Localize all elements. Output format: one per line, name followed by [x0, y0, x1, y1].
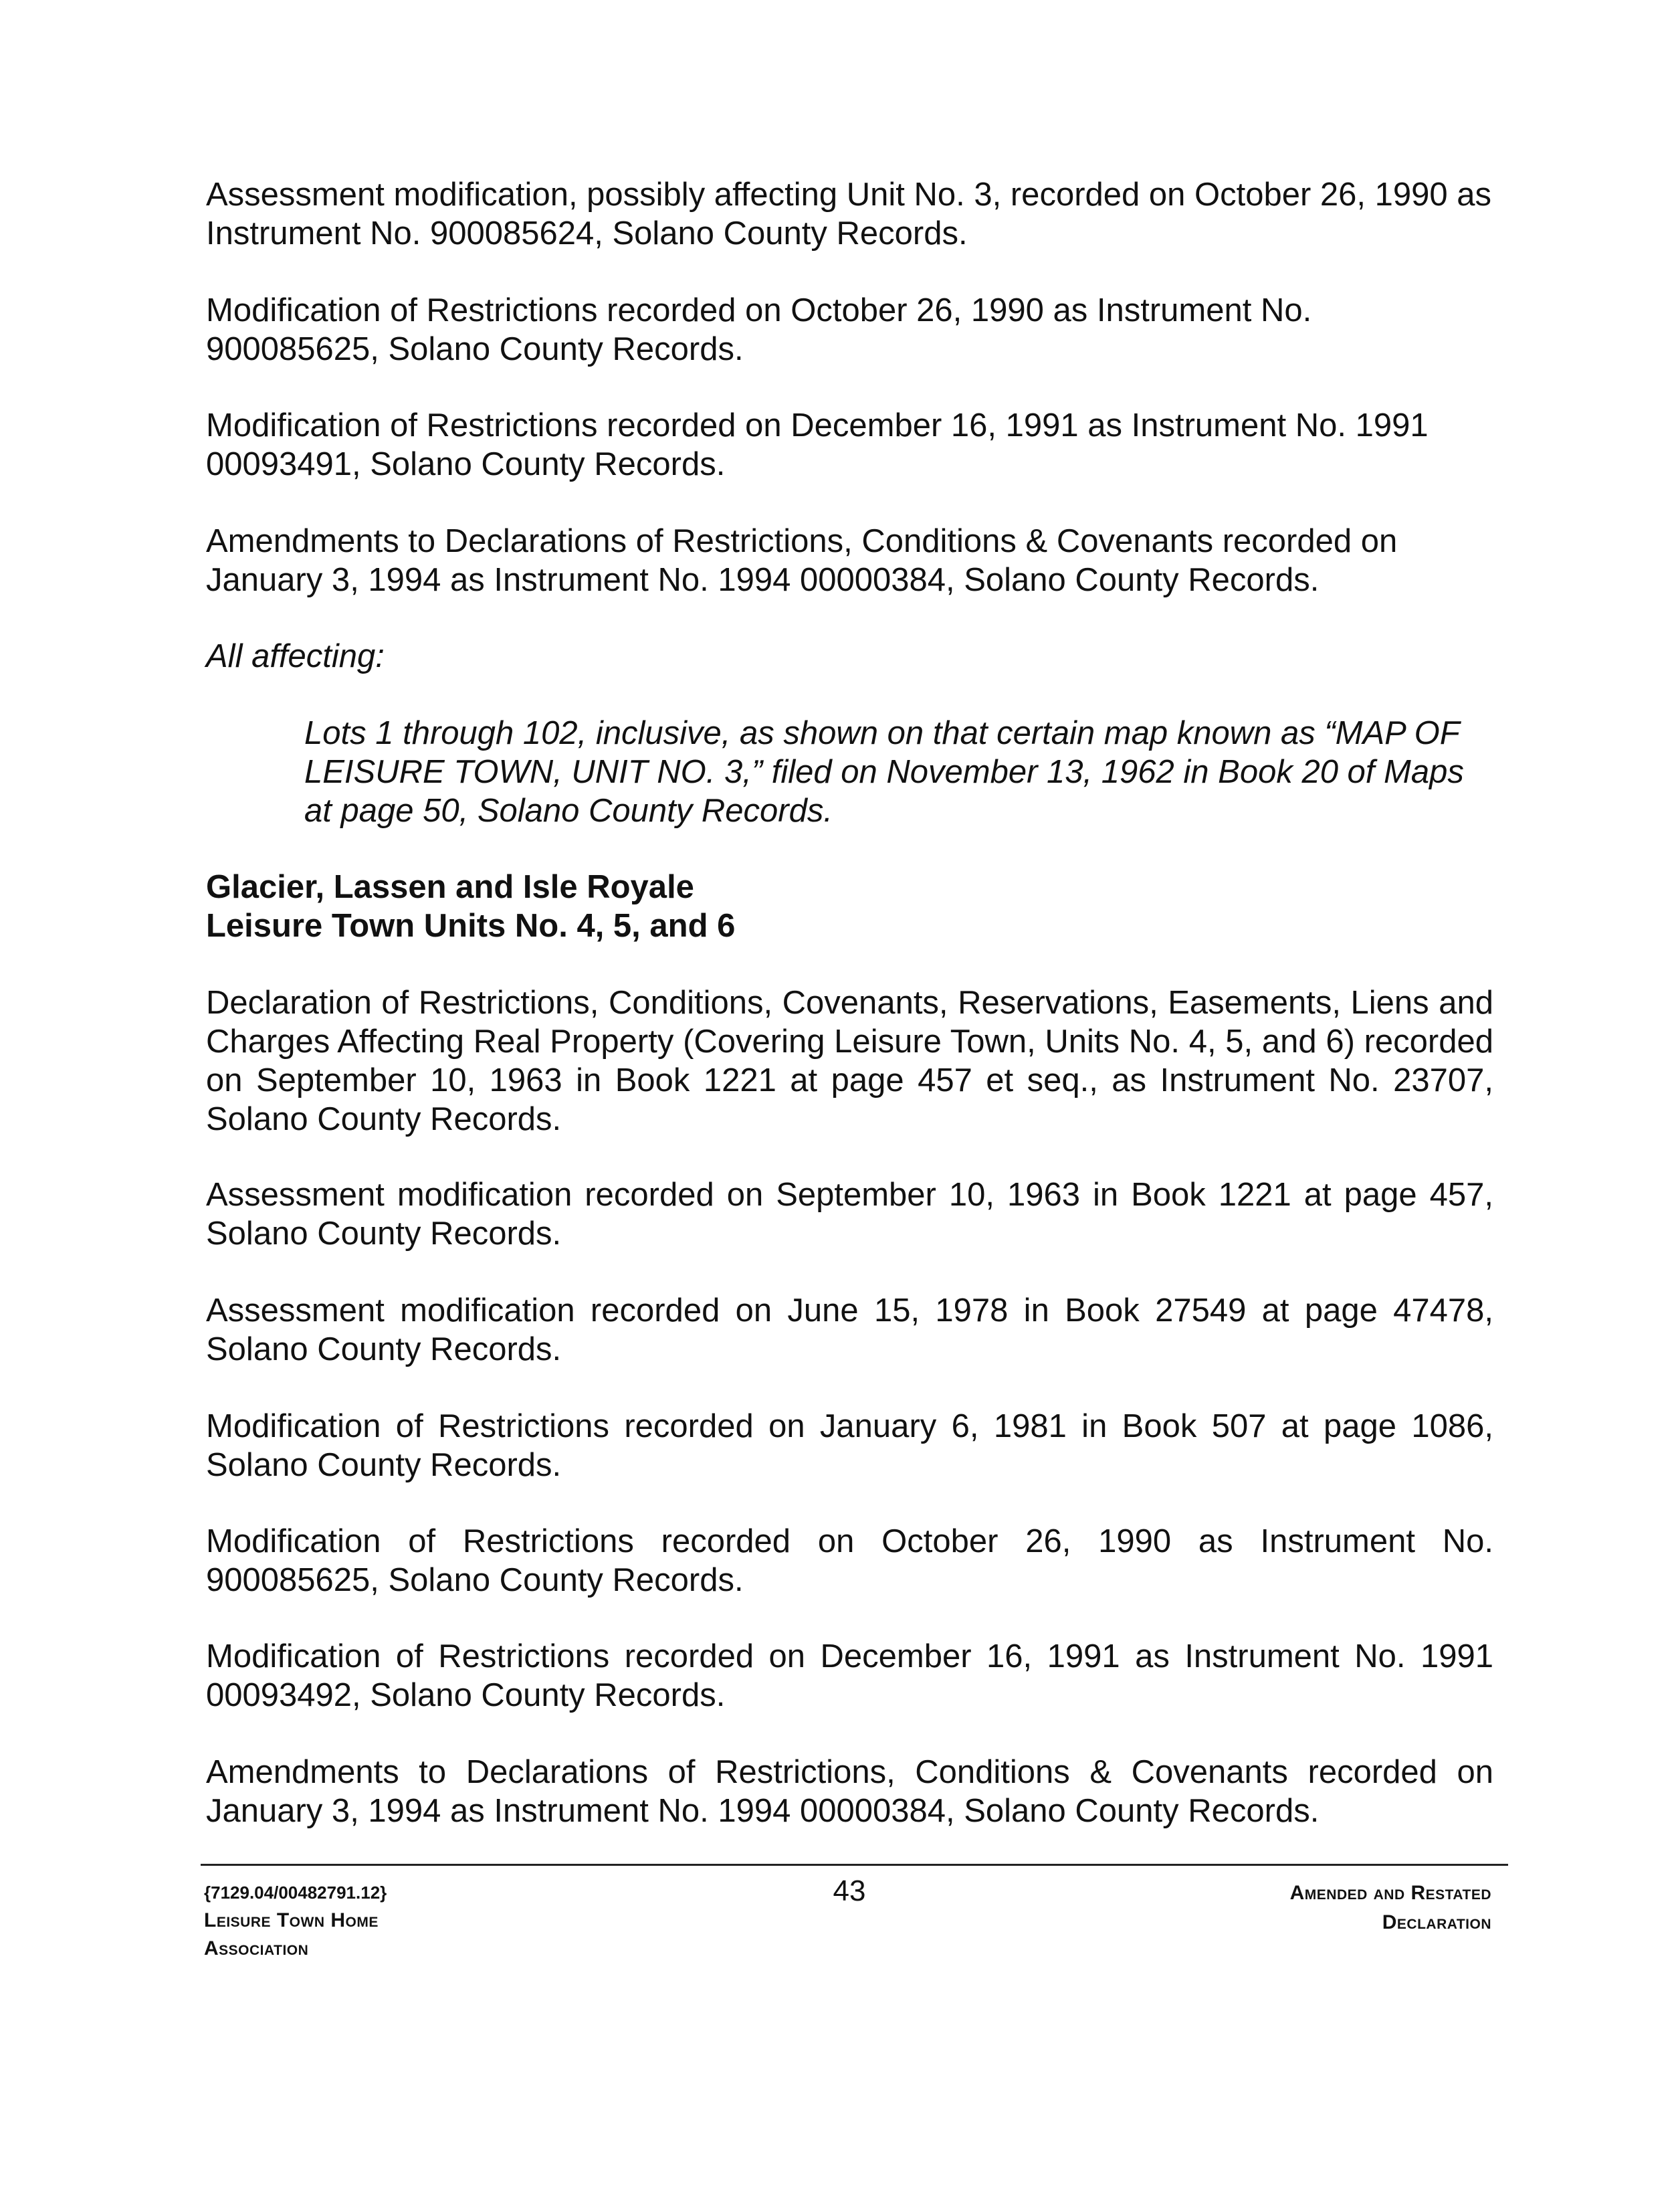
footer-divider	[201, 1864, 1508, 1866]
page-number: 43	[833, 1875, 866, 1907]
paragraph-modification-1990-b: Modification of Restrictions recorded on October 26, 1990 as Instrument No. 900085625, Solano County Records.	[206, 1523, 1493, 1598]
paragraph-assessment-1963: Assessment modification recorded on September 10, 1963 in Book 1221 at page 457, Solano County Records.	[206, 1177, 1493, 1252]
paragraph-modification-1981: Modification of Restrictions recorded on January 6, 1981 in Book 507 at page 1086, Solano County Records.	[206, 1408, 1493, 1483]
paragraph-assessment-1978: Assessment modification recorded on June 15, 1978 in Book 27549 at page 47478, Solano County Records.	[206, 1292, 1493, 1367]
footer-org-line2: Association	[204, 1937, 309, 1959]
footer-doc-id: {7129.04/00482791.12}	[204, 1883, 387, 1903]
footer-right-block	[956, 1879, 1491, 1937]
section-heading-line2: Leisure Town Units No. 4, 5, and 6	[206, 908, 736, 944]
paragraph-modification-1991: Modification of Restrictions recorded on December 16, 1991 as Instrument No. 1991 00093491, Solano County Records.	[206, 407, 1429, 482]
footer-title-line1: Amended and Restated	[1289, 1882, 1491, 1904]
all-affecting-label: All affecting:	[206, 638, 385, 674]
section-heading-line1: Glacier, Lassen and Isle Royale	[206, 869, 694, 905]
footer-org-line1: Leisure Town Home	[204, 1909, 379, 1931]
footer-title-line2: Declaration	[1382, 1911, 1491, 1933]
footer-left-block	[204, 1879, 672, 1963]
paragraph-declaration-1963: Declaration of Restrictions, Conditions, Covenants, Reservations, Easements, Liens and Charges Affecting Real Property (Covering Leisure Town, Units No. 4, 5, and 6) recorded on September 10, 1963 in Book 1221 at page 457 et seq., as Instrument No. 23707, Solano County Records.	[206, 985, 1493, 1137]
paragraph-modification-1990: Modification of Restrictions recorded on October 26, 1990 as Instrument No. 900085625, Solano County Records.	[206, 292, 1312, 367]
lots-description: Lots 1 through 102, inclusive, as shown on that certain map known as “MAP OF LEISURE TOWN, UNIT NO. 3,” filed on November 13, 1962 in Book 20 of Maps at page 50, Solano County Records.	[304, 715, 1464, 829]
paragraph-amendments-1994: Amendments to Declarations of Restrictions, Conditions & Covenants recorded on January 3, 1994 as Instrument No. 1994 00000384, Solano County Records.	[206, 523, 1398, 598]
paragraph-modification-1991-b: Modification of Restrictions recorded on December 16, 1991 as Instrument No. 1991 00093492, Solano County Records.	[206, 1638, 1493, 1713]
paragraph-amendments-1994-b: Amendments to Declarations of Restrictions, Conditions & Covenants recorded on January 3, 1994 as Instrument No. 1994 00000384, Solano County Records.	[206, 1754, 1493, 1829]
paragraph-assessment-unit3: Assessment modification, possibly affecting Unit No. 3, recorded on October 26, 1990 as Instrument No. 900085624, Solano County Records.	[206, 177, 1492, 252]
